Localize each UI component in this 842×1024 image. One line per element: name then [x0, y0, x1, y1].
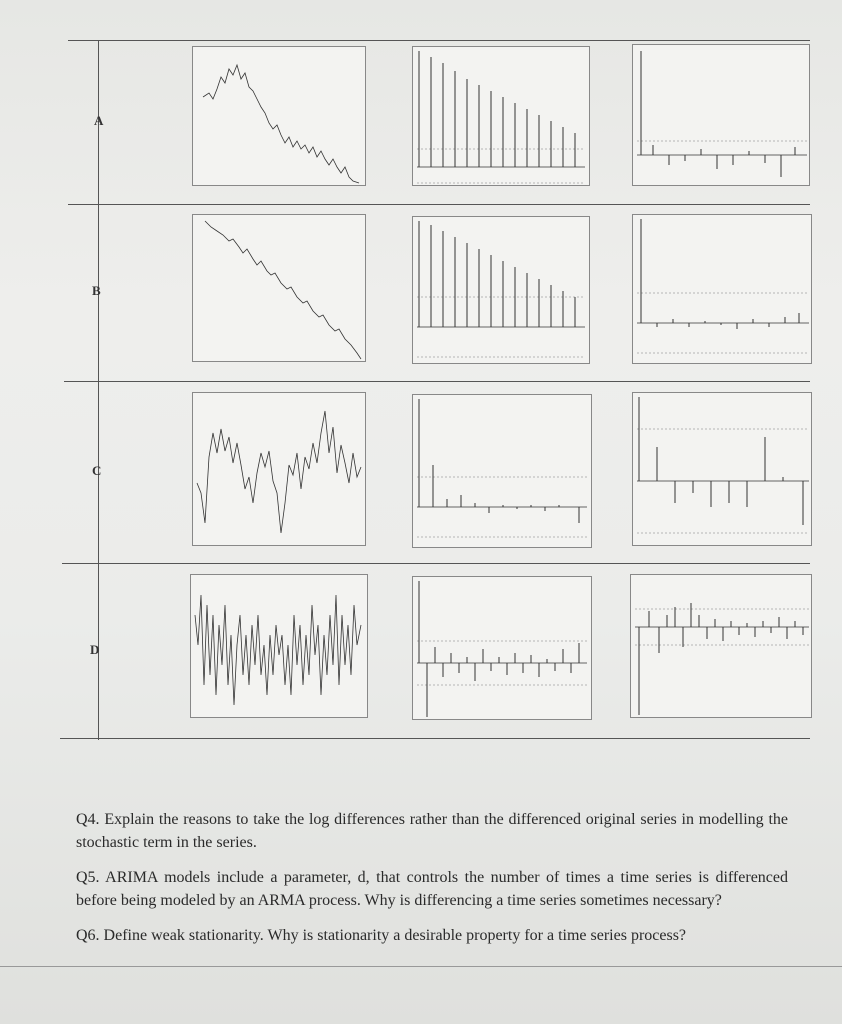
- row-b-pacf-svg: [633, 215, 811, 363]
- row-label-c: C: [92, 463, 102, 478]
- row-b-acf-plot: [412, 216, 590, 364]
- row-c-series-plot: [192, 392, 366, 546]
- row-c-acf-plot: [412, 394, 592, 548]
- row-a-pacf-svg: [633, 45, 809, 185]
- questions-section: [76, 808, 788, 959]
- row-b-series-plot: [192, 214, 366, 362]
- bottom-rule: [0, 966, 842, 967]
- row-d-acf-svg: [413, 577, 591, 719]
- row-separator-bc: [64, 381, 810, 382]
- row-b-acf-svg: [413, 217, 589, 363]
- row-label-d: D: [90, 642, 100, 657]
- row-label-a: A: [94, 113, 104, 128]
- row-a-series-svg: [193, 47, 365, 185]
- row-c-acf-svg: [413, 395, 591, 547]
- row-separator-cd: [62, 563, 810, 564]
- grid-bottom-border: [60, 738, 810, 739]
- row-d-pacf-plot: [630, 574, 812, 718]
- row-a-series-plot: [192, 46, 366, 186]
- row-c-pacf-plot: [632, 392, 812, 546]
- row-d-pacf-svg: [631, 575, 811, 717]
- row-d-series-plot: [190, 574, 368, 718]
- question-q4: Q4. Explain the reasons to take the log differences rather than the differenced original series in modelling the stochastic term in the series.: [76, 811, 788, 851]
- grid-left-border: [98, 40, 99, 740]
- row-a-acf-svg: [413, 47, 589, 185]
- figure-grid: [60, 30, 810, 740]
- question-q5: Q5. ARIMA models include a parameter, d, that controls the number of times a time series is differenced before being modeled by an ARMA process. Why is differencing a time series sometimes necessary?: [76, 869, 788, 909]
- row-label-b: B: [92, 283, 101, 298]
- question-q6: Q6. Define weak stationarity. Why is stationarity a desirable property for a time series process?: [76, 927, 687, 944]
- row-a-acf-plot: [412, 46, 590, 186]
- row-b-pacf-plot: [632, 214, 812, 364]
- row-c-series-svg: [193, 393, 365, 545]
- row-b-series-svg: [193, 215, 365, 361]
- row-separator-ab: [68, 204, 810, 205]
- row-c-pacf-svg: [633, 393, 811, 545]
- grid-top-border: [68, 40, 810, 41]
- row-d-series-svg: [191, 575, 367, 717]
- row-d-acf-plot: [412, 576, 592, 720]
- row-a-pacf-plot: [632, 44, 810, 186]
